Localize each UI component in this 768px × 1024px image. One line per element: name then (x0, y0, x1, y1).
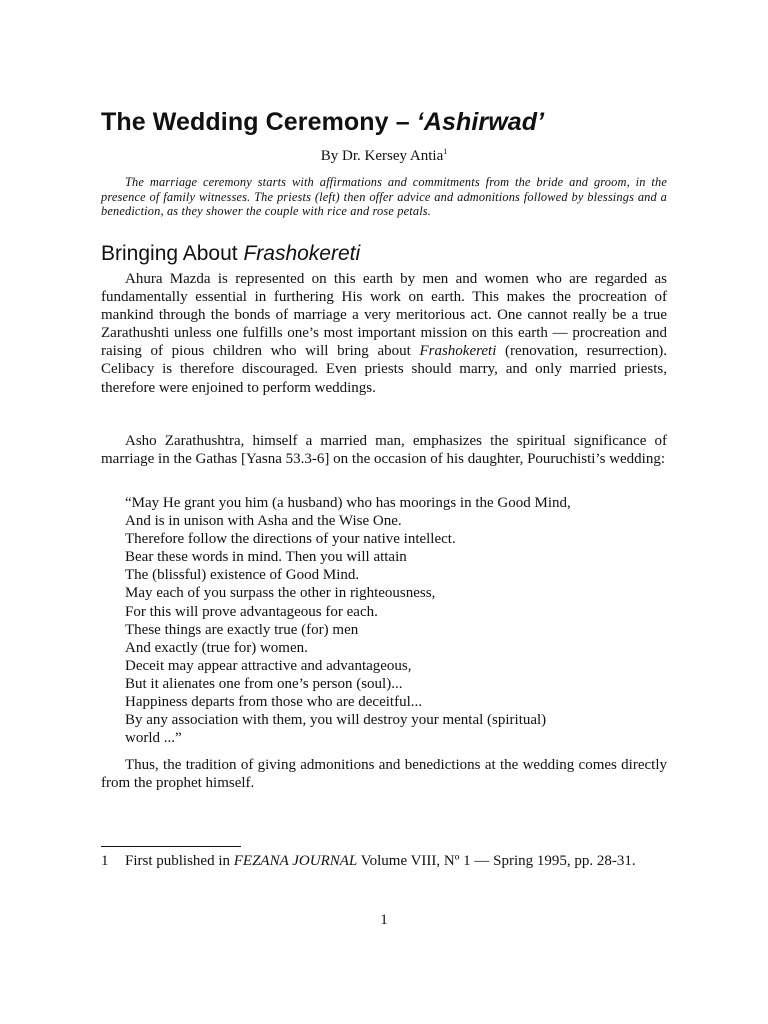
abstract-caption: The marriage ceremony starts with affirmations and commitments from the bride and groom, in the presence of family witnesses. The priests (left) then offer advice and admonitions followed by blessings and a benediction, as they shower the couple with rice and rose petals. (101, 175, 667, 219)
quote-line: But it alienates one from one’s person (soul)... (125, 675, 403, 692)
page-number: 1 (380, 912, 388, 928)
quote-line: Therefore follow the directions of your native intellect. (125, 531, 456, 548)
byline-footnote-ref: 1 (443, 147, 448, 156)
footnote-divider (101, 846, 241, 847)
quote-line: And exactly (true for) women. (125, 639, 308, 656)
footnote-text-after: Volume VIII, Nº 1 — Spring 1995, pp. 28-31. (357, 853, 636, 869)
paragraph1-text-before: Ahura Mazda is represented on this earth by men and women who are regarded as fundamentally essential in furthering His work on earth. This makes the procreation of mankind through the bonds of marriage a very meritorious act. One cannot really be a true Zarathushti unless one fulfills one’s most important mission on this earth — procreation and raising of pious children who will bring about (101, 271, 667, 360)
quote-line: Bear these words in mind. Then you will attain (125, 549, 407, 566)
quote-line: By any association with them, you will destroy your mental (spiritual) (125, 712, 547, 729)
page-title (101, 108, 544, 137)
body-paragraph-2: Asho Zarathushtra, himself a married man, emphasizes the spiritual significance of marriage in the Gathas [Yasna 53.3-6] on the occasion of his daughter, Pouruchisti’s wedding: (101, 433, 667, 468)
footnote-journal-title: FEZANA JOURNAL (233, 853, 358, 869)
body-paragraph-1 (101, 270, 667, 397)
title-italic-text: ‘Ashirwad’ (416, 108, 545, 136)
quote-line: The (blissful) existence of Good Mind. (125, 567, 360, 584)
quote-line: For this will prove advantageous for each. (125, 603, 378, 620)
quote-line: And is in unison with Asha and the Wise One. (125, 513, 402, 530)
section-heading (101, 242, 360, 266)
quote-line: These things are exactly true (for) men (125, 621, 359, 638)
quote-line: May each of you surpass the other in righteousness, (125, 585, 436, 602)
section-heading-italic: Frashokereti (243, 242, 361, 265)
quote-line: Happiness departs from those who are deceitful... (125, 694, 422, 711)
footnote-number: 1 (101, 853, 109, 869)
section-heading-plain: Bringing About (101, 242, 244, 265)
quote-line: “May He grant you him (a husband) who has moorings in the Good Mind, (125, 495, 571, 511)
footnote-text (125, 852, 667, 870)
gatha-quote-block (125, 494, 667, 747)
byline-text: By Dr. Kersey Antia (320, 148, 444, 164)
paragraph1-text-after: (renovation, resurrection). Celibacy is therefore discouraged. Even priests should marry, and only married priests, therefore were enjoined to perform weddings. (101, 343, 667, 396)
footnote-text-before: First published in (125, 853, 234, 869)
paragraph1-italic-term: Frashokereti (419, 343, 497, 360)
author-byline (101, 148, 667, 165)
title-main-text: The Wedding Ceremony – (101, 108, 417, 136)
quote-line: world ...” (125, 730, 182, 747)
footnote (101, 852, 667, 870)
body-paragraph-3: Thus, the tradition of giving admonitions and benedictions at the wedding comes directly from the prophet himself. (101, 757, 667, 792)
quote-line: Deceit may appear attractive and advantageous, (125, 657, 412, 674)
